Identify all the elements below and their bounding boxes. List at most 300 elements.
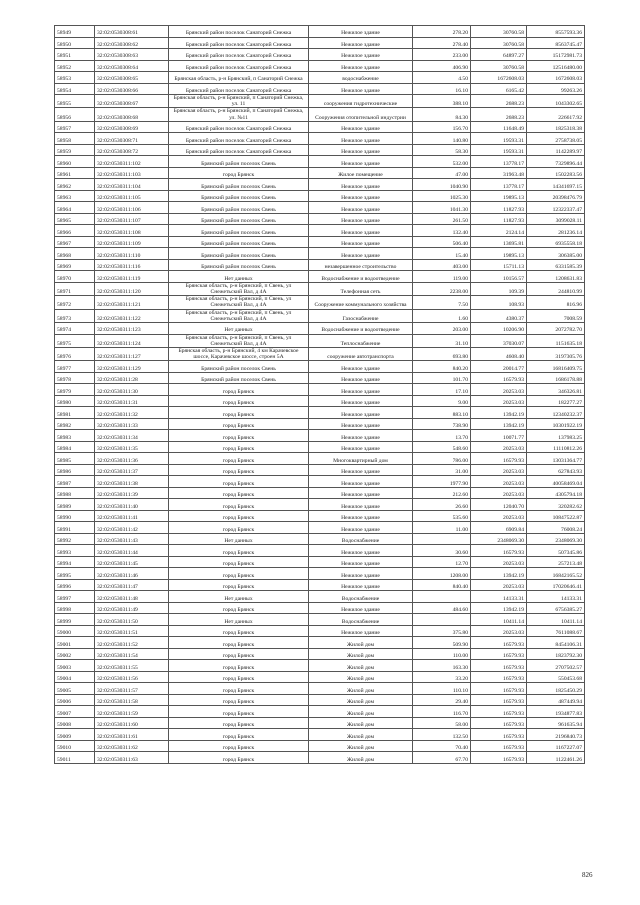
specific-value-cell: 30760.58 [471,60,527,72]
table-row [55,296,585,309]
table-row [55,533,585,545]
table-row [55,156,585,168]
cadastral-number-cell: 32:02:0530311:54 [95,648,169,660]
cadastral-value-cell: 1043302.65 [527,95,585,108]
cadastral-value-cell: 10301922.19 [527,418,585,430]
row-number-cell: 58996 [55,579,95,591]
area-cell: 738.90 [413,418,471,430]
table-row [55,167,585,179]
cadastral-number-cell: 32:02:0530311:31 [95,395,169,407]
area-cell: 1041.30 [413,202,471,214]
table-row [55,144,585,156]
table-row [55,323,585,335]
object-type-cell: Многоквартирный дом [309,453,413,465]
area-cell: 84.30 [413,108,471,121]
object-type-cell: Нежилое здание [309,522,413,534]
row-number-cell: 58994 [55,556,95,568]
cadastral-value-cell: 20398476.79 [527,190,585,202]
cadastral-value-cell: 2072782.70 [527,323,585,335]
table-row [55,683,585,695]
specific-value-cell: 2348069.30 [471,533,527,545]
cadastral-value-cell: 320282.62 [527,499,585,511]
area-cell: 535.60 [413,510,471,522]
address-cell: Брянский район поселок Санаторий Снежка [169,144,309,156]
row-number-cell: 58949 [55,26,95,38]
object-type-cell: Жилой дом [309,694,413,706]
cadastral-value-cell: 40058469.04 [527,476,585,488]
address-cell: город Брянск [169,418,309,430]
area-cell: 47.00 [413,167,471,179]
specific-value-cell: 16579.93 [471,671,527,683]
specific-value-cell: 16579.93 [471,729,527,741]
specific-value-cell: 20253.03 [471,556,527,568]
area-cell: 840.40 [413,579,471,591]
table-row [55,579,585,591]
table-row [55,418,585,430]
area-cell [413,591,471,603]
table-row [55,522,585,534]
cadastral-value-cell: 281236.14 [527,225,585,237]
object-type-cell: Нежилое здание [309,625,413,637]
address-cell: Брянская область, р-н Брянский, п Свень, ул Снежетьский Вал, д 4А [169,282,309,295]
specific-value-cell: 19593.31 [471,144,527,156]
table-row [55,83,585,95]
object-type-cell: Водоснабжение и водоотведение [309,271,413,283]
table-row [55,95,585,108]
cadastral-value-cell: 1208631.83 [527,271,585,283]
row-number-cell: 58979 [55,384,95,396]
table-row [55,706,585,718]
row-number-cell: 59001 [55,637,95,649]
table-row [55,49,585,61]
address-cell: город Брянск [169,464,309,476]
specific-value-cell: 10071.77 [471,430,527,442]
area-cell: 70.40 [413,740,471,752]
object-type-cell: Сооружение коммунального хозяйства [309,296,413,309]
table-row [55,614,585,626]
object-type-cell: Нежилое здание [309,179,413,191]
address-cell: город Брянск [169,441,309,453]
cadastral-number-cell: 32:02:0530311:50 [95,614,169,626]
specific-value-cell: 20253.03 [471,464,527,476]
row-number-cell: 58982 [55,418,95,430]
cadastral-value-cell: 16816409.75 [527,361,585,373]
cadastral-number-cell: 32:02:0530311:109 [95,236,169,248]
table-row [55,372,585,384]
cadastral-value-cell: 15172981.73 [527,49,585,61]
cadastral-value-cell: 507345.86 [527,545,585,557]
object-type-cell: Нежилое здание [309,510,413,522]
row-number-cell: 59000 [55,625,95,637]
specific-value-cell: 13695.81 [471,236,527,248]
specific-value-cell: 16579.93 [471,545,527,557]
table-row [55,190,585,202]
row-number-cell: 58995 [55,568,95,580]
table-row [55,476,585,488]
area-cell: 548.60 [413,441,471,453]
cadastral-number-cell: 32:02:0530308:61 [95,26,169,38]
address-cell: город Брянск [169,752,309,764]
row-number-cell: 59006 [55,694,95,706]
table-row [55,407,585,419]
object-type-cell: Нежилое здание [309,395,413,407]
area-cell: 506.40 [413,236,471,248]
table-row [55,545,585,557]
object-type-cell: Нежилое здание [309,499,413,511]
table-row [55,637,585,649]
area-cell: 840.20 [413,361,471,373]
cadastral-value-cell: 487449.94 [527,694,585,706]
cadastral-number-cell: 32:02:0530311:58 [95,694,169,706]
cadastral-value-cell: 1151635.18 [527,334,585,347]
row-number-cell: 58986 [55,464,95,476]
specific-value-cell: 16579.93 [471,706,527,718]
address-cell: Брянский район поселок Санаторий Снежка [169,133,309,145]
cadastral-value-cell: 226617.92 [527,108,585,121]
address-cell: Брянский район поселок Санаторий Снежка [169,60,309,72]
address-cell: Брянский район поселок Санаторий Снежка [169,83,309,95]
address-cell: город Брянск [169,740,309,752]
cadastral-value-cell: 4305794.18 [527,487,585,499]
row-number-cell: 58968 [55,248,95,260]
object-type-cell: Нежилое здание [309,26,413,38]
object-type-cell: Нежилое здание [309,190,413,202]
specific-value-cell: 10206.90 [471,323,527,335]
address-cell: Брянская область, р-н Брянский, п Свень, ул Снежетьский Вал, д 4А [169,309,309,322]
address-cell: Нет данных [169,591,309,603]
address-cell: Брянская область, р-н Брянский, п Санаторий Снежка [169,72,309,84]
cadastral-value-cell: 1934877.83 [527,706,585,718]
cadastral-value-cell: 1686178.88 [527,372,585,384]
address-cell: Брянский район поселок Свень [169,248,309,260]
address-cell: Брянский район поселок Санаторий Снежка [169,37,309,49]
address-cell: город Брянск [169,522,309,534]
address-cell: город Брянск [169,384,309,396]
cadastral-number-cell: 32:02:0530311:123 [95,323,169,335]
row-number-cell: 58973 [55,309,95,322]
specific-value-cell: 19895.13 [471,248,527,260]
cadastral-number-cell: 32:02:0530311:41 [95,510,169,522]
object-type-cell: Жилой дом [309,683,413,695]
cadastral-number-cell: 32:02:0530311:120 [95,282,169,295]
specific-value-cell: 20253.03 [471,441,527,453]
area-cell: 1977.90 [413,476,471,488]
object-type-cell: Сооружения отопительной индустрии [309,108,413,121]
table-row [55,271,585,283]
specific-value-cell: 16579.93 [471,717,527,729]
address-cell: город Брянск [169,568,309,580]
table-row [55,213,585,225]
cadastral-value-cell: 961635.94 [527,717,585,729]
cadastral-value-cell: 346326.81 [527,384,585,396]
object-type-cell: Нежилое здание [309,144,413,156]
row-number-cell: 58950 [55,37,95,49]
address-cell: Брянская область, р-н Брянский, п Санаторий Снежка, ул. 11 [169,95,309,108]
address-cell: Нет данных [169,271,309,283]
address-cell: город Брянск [169,499,309,511]
cadastral-number-cell: 32:02:0530311:33 [95,418,169,430]
area-cell: 119.00 [413,271,471,283]
table-row [55,361,585,373]
area-cell: 693.80 [413,347,471,360]
address-cell: город Брянск [169,510,309,522]
address-cell: город Брянск [169,407,309,419]
cadastral-number-cell: 32:02:0530311:28 [95,372,169,384]
table-row [55,752,585,764]
cadastral-number-cell: 32:02:0530308:69 [95,121,169,133]
cadastral-number-cell: 32:02:0530311:57 [95,683,169,695]
area-cell: 212.60 [413,487,471,499]
area-cell: 1025.30 [413,190,471,202]
object-type-cell: Водоснабжение [309,533,413,545]
cadastral-value-cell: 1825450.29 [527,683,585,695]
table-row [55,602,585,614]
specific-value-cell: 13942.19 [471,407,527,419]
cadastral-number-cell: 32:02:0530311:122 [95,309,169,322]
cadastral-value-cell: 244810.99 [527,282,585,295]
object-type-cell: Нежилое здание [309,464,413,476]
object-type-cell: Нежилое здание [309,156,413,168]
area-cell: 132.40 [413,225,471,237]
cadastral-value-cell: 8454106.31 [527,637,585,649]
table-row [55,671,585,683]
row-number-cell: 59002 [55,648,95,660]
cadastral-value-cell: 6756385.27 [527,602,585,614]
area-cell: 156.70 [413,121,471,133]
row-number-cell: 58977 [55,361,95,373]
row-number-cell: 58987 [55,476,95,488]
table-row [55,499,585,511]
cadastral-value-cell: 3099028.11 [527,213,585,225]
cadastral-value-cell: 7611088.67 [527,625,585,637]
specific-value-cell: 11648.49 [471,121,527,133]
object-type-cell: незавершенное строительство [309,259,413,271]
cadastral-number-cell: 32:02:0530311:105 [95,190,169,202]
table-row [55,108,585,121]
object-type-cell: Нежилое здание [309,556,413,568]
table-row [55,72,585,84]
row-number-cell: 58965 [55,213,95,225]
row-number-cell: 58998 [55,602,95,614]
address-cell: город Брянск [169,625,309,637]
table-row [55,236,585,248]
address-cell: город Брянск [169,683,309,695]
address-cell: город Брянск [169,717,309,729]
area-cell: 31.10 [413,334,471,347]
specific-value-cell: 108.93 [471,296,527,309]
object-type-cell: Нежилое здание [309,236,413,248]
specific-value-cell: 20253.03 [471,510,527,522]
cadastral-value-cell: 8557593.36 [527,26,585,38]
specific-value-cell: 4380.37 [471,309,527,322]
cadastral-number-cell: 32:02:0530308:71 [95,133,169,145]
object-type-cell: Телефонная сеть [309,282,413,295]
specific-value-cell: 11827.93 [471,202,527,214]
specific-value-cell: 31963.48 [471,167,527,179]
area-cell: 403.00 [413,259,471,271]
table-row [55,26,585,38]
cadastral-number-cell: 32:02:0530311:49 [95,602,169,614]
address-cell: Брянский район поселок Свень [169,361,309,373]
specific-value-cell: 6909.84 [471,522,527,534]
specific-value-cell: 16579.93 [471,660,527,672]
specific-value-cell: 16579.93 [471,683,527,695]
cadastral-number-cell: 32:02:0530311:61 [95,729,169,741]
object-type-cell: Нежилое здание [309,361,413,373]
address-cell: город Брянск [169,729,309,741]
area-cell: 29.40 [413,694,471,706]
cadastral-value-cell: 2758738.05 [527,133,585,145]
table-row [55,282,585,295]
object-type-cell: Нежилое здание [309,487,413,499]
object-type-cell: Жилой дом [309,740,413,752]
row-number-cell: 58966 [55,225,95,237]
area-cell: 203.00 [413,323,471,335]
object-type-cell: Нежилое здание [309,202,413,214]
cadastral-number-cell: 32:02:0530311:44 [95,545,169,557]
cadastral-value-cell: 99263.26 [527,83,585,95]
specific-value-cell: 10411.14 [471,614,527,626]
specific-value-cell: 2124.14 [471,225,527,237]
address-cell: город Брянск [169,579,309,591]
row-number-cell: 59010 [55,740,95,752]
cadastral-value-cell: 2196840.73 [527,729,585,741]
area-cell: 2238.00 [413,282,471,295]
address-cell: город Брянск [169,648,309,660]
row-number-cell: 58963 [55,190,95,202]
address-cell: Брянский район поселок Свень [169,156,309,168]
object-type-cell: Жилой дом [309,637,413,649]
area-cell: 26.60 [413,499,471,511]
row-number-cell: 58981 [55,407,95,419]
specific-value-cell: 13778.17 [471,156,527,168]
area-cell: 13.70 [413,430,471,442]
object-type-cell: Нежилое здание [309,121,413,133]
table-body [55,26,585,764]
table-row [55,133,585,145]
area-cell: 101.70 [413,372,471,384]
area-cell: 7.50 [413,296,471,309]
table-row [55,60,585,72]
row-number-cell: 58960 [55,156,95,168]
row-number-cell: 59005 [55,683,95,695]
address-cell: Брянский район поселок Свень [169,202,309,214]
table-row [55,568,585,580]
object-type-cell: Жилой дом [309,648,413,660]
cadastral-value-cell: 12516480.00 [527,60,585,72]
object-type-cell: Нежилое здание [309,441,413,453]
address-cell: город Брянск [169,660,309,672]
table-row [55,37,585,49]
row-number-cell: 58958 [55,133,95,145]
cadastral-value-cell: 10411.14 [527,614,585,626]
address-cell: Брянский район поселок Свень [169,213,309,225]
area-cell: 12.70 [413,556,471,568]
specific-value-cell: 30760.58 [471,37,527,49]
table-row [55,740,585,752]
table-row [55,384,585,396]
cadastral-value-cell: 7329896.44 [527,156,585,168]
object-type-cell: Водоснабжение [309,591,413,603]
specific-value-cell: 6165.42 [471,83,527,95]
cadastral-value-cell: 137983.25 [527,430,585,442]
specific-value-cell: 2688.23 [471,108,527,121]
object-type-cell: Нежилое здание [309,418,413,430]
area-cell: 11.00 [413,522,471,534]
cadastral-number-cell: 32:02:0530311:103 [95,167,169,179]
cadastral-value-cell: 1122461.26 [527,752,585,764]
cadastral-value-cell: 8563745.47 [527,37,585,49]
specific-value-cell: 13942.19 [471,602,527,614]
row-number-cell: 58961 [55,167,95,179]
address-cell: Брянский район поселок Санаторий Снежка [169,121,309,133]
cadastral-value-cell: 11110812.26 [527,441,585,453]
cadastral-number-cell: 32:02:0530311:59 [95,706,169,718]
row-number-cell: 59003 [55,660,95,672]
table-row [55,395,585,407]
object-type-cell: Нежилое здание [309,579,413,591]
area-cell: 388.10 [413,95,471,108]
row-number-cell: 58997 [55,591,95,603]
row-number-cell: 58962 [55,179,95,191]
specific-value-cell: 16579.93 [471,453,527,465]
area-cell: 1.60 [413,309,471,322]
specific-value-cell: 20014.77 [471,361,527,373]
row-number-cell: 58975 [55,334,95,347]
cadastral-value-cell: 14133.31 [527,591,585,603]
row-number-cell: 58955 [55,95,95,108]
address-cell: Брянский район поселок Санаторий Снежка [169,26,309,38]
object-type-cell: Жилой дом [309,671,413,683]
area-cell: 278.40 [413,37,471,49]
object-type-cell: Нежилое здание [309,248,413,260]
cadastral-number-cell: 32:02:0530311:124 [95,334,169,347]
address-cell: Брянская область, р-н Брянский, п Свень, ул Снежетьский Вал, д 4А [169,296,309,309]
address-cell: Брянский район поселок Свень [169,236,309,248]
table-row [55,660,585,672]
cadastral-value-cell: 1825318.38 [527,121,585,133]
address-cell: город Брянск [169,545,309,557]
specific-value-cell: 16579.93 [471,637,527,649]
object-type-cell: Нежилое здание [309,213,413,225]
cadastral-number-cell: 32:02:0530308:72 [95,144,169,156]
table-row [55,259,585,271]
area-cell: 58.30 [413,144,471,156]
address-cell: Нет данных [169,533,309,545]
cadastral-number-cell: 32:02:0530311:42 [95,522,169,534]
cadastral-number-cell: 32:02:0530311:48 [95,591,169,603]
area-cell: 1040.90 [413,179,471,191]
cadastral-number-cell: 32:02:0530311:30 [95,384,169,396]
cadastral-value-cell: 6935558.18 [527,236,585,248]
object-type-cell: Жилой дом [309,706,413,718]
address-cell: Брянский район поселок Санаторий Снежка [169,49,309,61]
cadastral-number-cell: 32:02:0530311:121 [95,296,169,309]
table-row [55,309,585,322]
object-type-cell: Жилой дом [309,660,413,672]
address-cell: Брянский район поселок Свень [169,259,309,271]
specific-value-cell: 16579.93 [471,648,527,660]
address-cell: город Брянск [169,453,309,465]
cadastral-number-cell: 32:02:0530311:35 [95,441,169,453]
cadastral-value-cell: 550453.68 [527,671,585,683]
object-type-cell: Нежилое здание [309,430,413,442]
row-number-cell: 58956 [55,108,95,121]
object-type-cell: Жилой дом [309,717,413,729]
cadastral-value-cell: 182277.27 [527,395,585,407]
area-cell: 786.00 [413,453,471,465]
specific-value-cell: 2688.23 [471,95,527,108]
